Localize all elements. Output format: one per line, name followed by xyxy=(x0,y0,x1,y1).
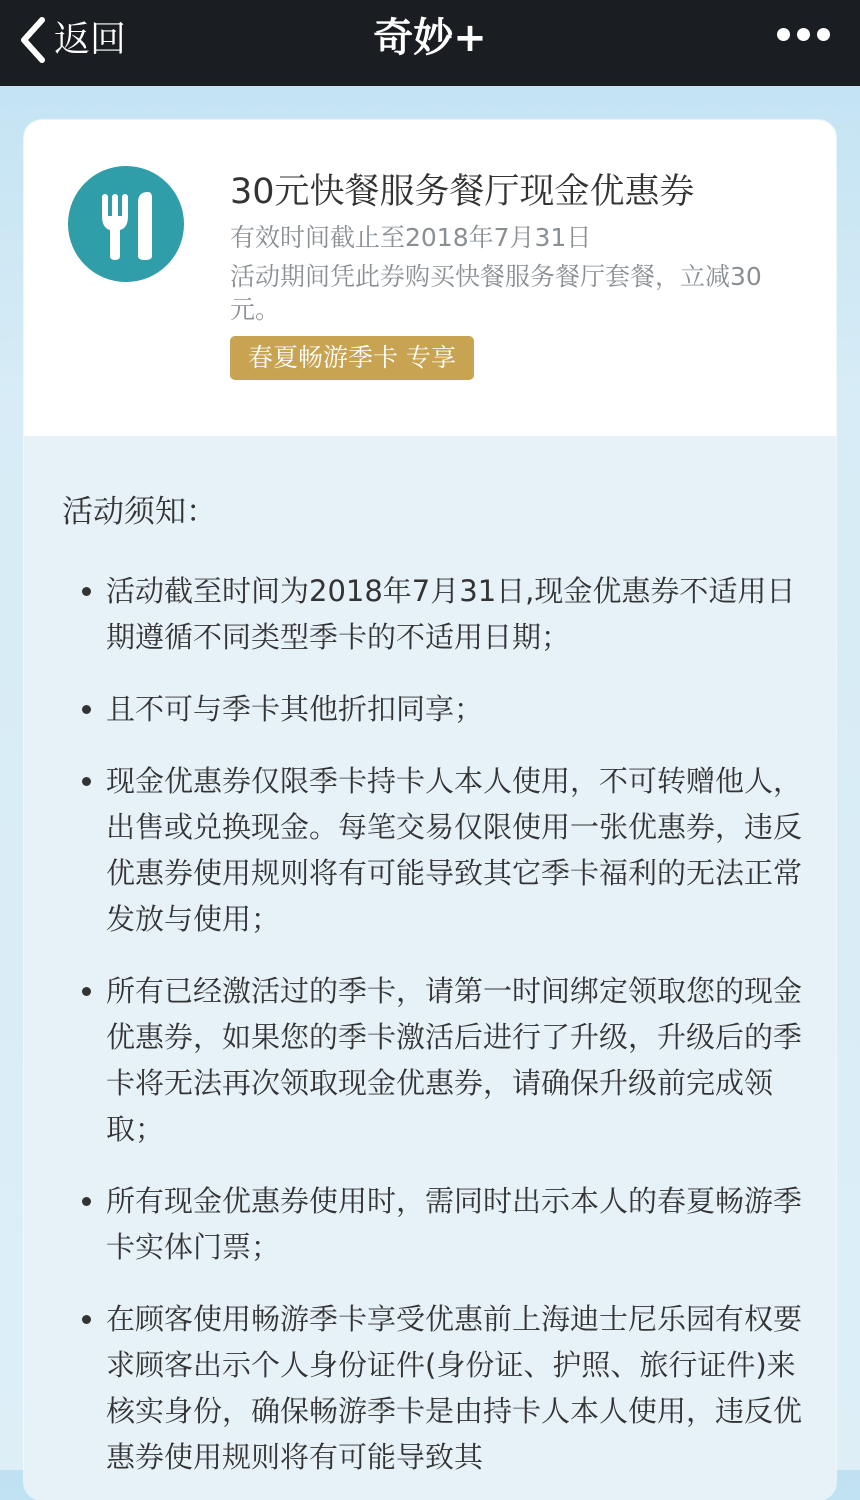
list-item xyxy=(82,568,822,660)
back-label: 返回 xyxy=(54,19,127,60)
coupon-description: 活动期间凭此券购买快餐服务餐厅套餐，立减30元。 xyxy=(230,262,762,324)
coupon-title: 30元快餐服务餐厅现金优惠券 xyxy=(230,172,695,212)
coupon-card xyxy=(24,120,836,1500)
notice-item-text: 现金优惠券仅限季卡持卡人本人使用，不可转赠他人，出售或兑换现金。每笔交易仅限使用一张优惠券，违反优惠券使用规则将有可能导致其它季卡福利的无法正常发放与使用； xyxy=(106,764,803,936)
notice-heading: 活动须知： xyxy=(62,494,217,530)
coupon-summary xyxy=(24,120,836,436)
navigation-bar xyxy=(0,0,860,86)
page-title: 奇妙+ xyxy=(373,15,487,61)
bullet-icon xyxy=(82,1197,91,1206)
bullet-icon xyxy=(82,705,91,714)
list-item xyxy=(82,686,822,732)
more-button[interactable] xyxy=(777,28,830,41)
coupon-expiry: 有效时间截止至2018年7月31日 xyxy=(230,223,592,252)
notice-item-text: 所有已经激活过的季卡，请第一时间绑定领取您的现金优惠券，如果您的季卡激活后进行了升级，升级后的季卡将无法再次领取现金优惠券，请确保升级前完成领取； xyxy=(106,974,803,1146)
list-item xyxy=(82,1178,822,1270)
exclusive-badge: 春夏畅游季卡 专享 xyxy=(230,336,474,380)
fork-knife-icon xyxy=(68,166,184,282)
bullet-icon xyxy=(82,777,91,786)
notice-item-text: 所有现金优惠券使用时，需同时出示本人的春夏畅游季卡实体门票； xyxy=(106,1184,803,1264)
bullet-icon xyxy=(82,587,91,596)
notice-item-text: 在顾客使用畅游季卡享受优惠前上海迪士尼乐园有权要求顾客出示个人身份证件(身份证、护照、旅行证件)来核实身份，确保畅游季卡是由持卡人本人使用，违反优惠券使用规则将有可能导致其 xyxy=(106,1302,803,1474)
notice-item-text: 活动截至时间为2018年7月31日,现金优惠券不适用日期遵循不同类型季卡的不适用日期； xyxy=(106,574,796,654)
more-dots-icon xyxy=(817,28,830,41)
bullet-icon xyxy=(82,1315,91,1324)
more-dots-icon xyxy=(777,28,790,41)
notice-list xyxy=(82,568,822,1500)
list-item xyxy=(82,1296,822,1480)
more-dots-icon xyxy=(797,28,810,41)
list-item xyxy=(82,968,822,1152)
bullet-icon xyxy=(82,987,91,996)
list-item xyxy=(82,758,822,942)
notice-item-text: 且不可与季卡其他折扣同享； xyxy=(106,692,484,726)
